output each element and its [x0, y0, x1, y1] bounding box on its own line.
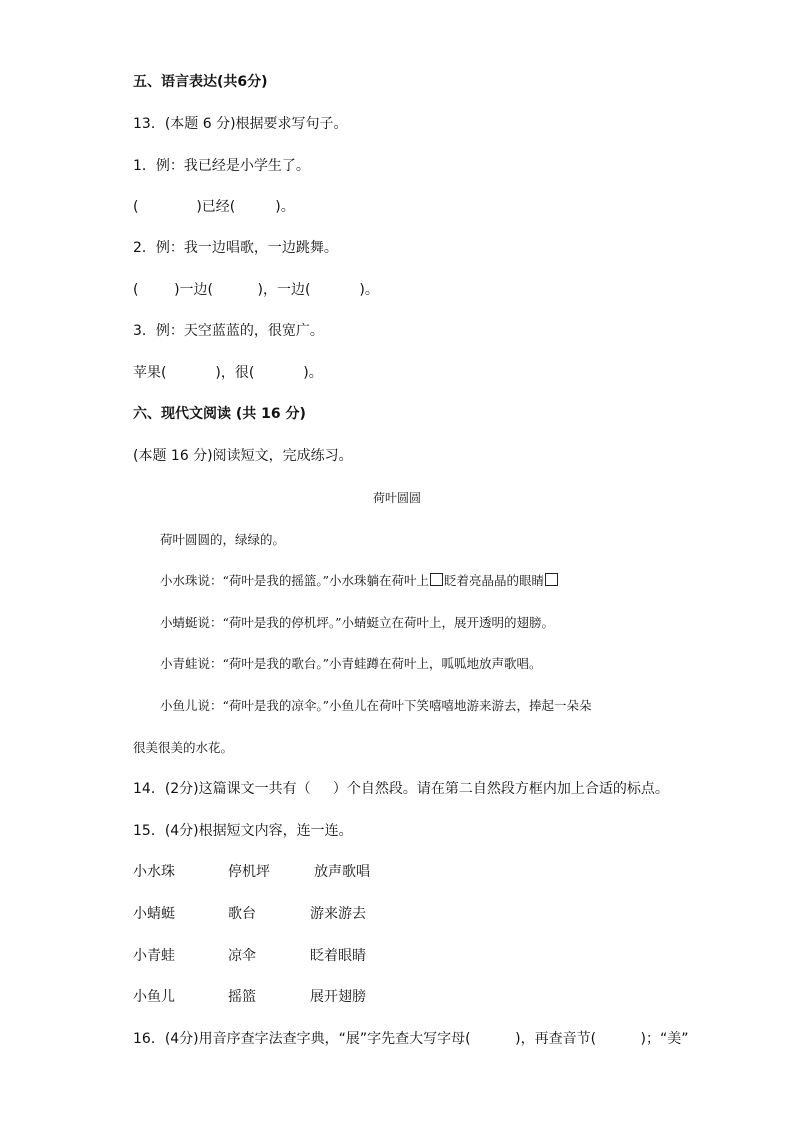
answer-line-2: ( )一边( )，一边( )。 [133, 282, 379, 298]
match-right-2[interactable]: 游来游去 [310, 906, 366, 922]
question-14: 14．(2分)这篇课文一共有（ ）个自然段。请在第二自然段方框内加上合适的标点。 [133, 781, 669, 797]
match-middle-3[interactable]: 凉伞 [228, 948, 256, 964]
passage-paragraph-5: 小鱼儿说：“荷叶是我的凉伞。”小鱼儿在荷叶下笑嘻嘻地游来游去，捧起一朵朵 [160, 698, 592, 713]
match-right-3[interactable]: 眨着眼睛 [310, 948, 366, 964]
match-right-4[interactable]: 展开翅膀 [310, 989, 366, 1005]
example-1: 1．例：我已经是小学生了。 [133, 158, 310, 174]
answer-line-1: ( )已经( )。 [133, 199, 295, 215]
punctuation-box-1[interactable] [430, 573, 443, 586]
match-middle-2[interactable]: 歌台 [228, 906, 256, 922]
punctuation-box-2[interactable] [545, 573, 558, 586]
passage-paragraph-4: 小青蛙说：“荷叶是我的歌台。”小青蛙蹲在荷叶上，呱呱地放声歌唱。 [160, 656, 542, 671]
passage-paragraph-2 [160, 571, 559, 591]
example-3: 3．例：天空蓝蓝的，很宽广。 [133, 323, 324, 339]
passage-paragraph-3: 小蜻蜓说：“荷叶是我的停机坪。”小蜻蜓立在荷叶上，展开透明的翅膀。 [160, 615, 555, 630]
passage-paragraph-1: 荷叶圆圆的，绿绿的。 [160, 532, 286, 547]
match-middle-1[interactable]: 停机坪 [228, 864, 270, 880]
question-15: 15．(4分)根据短文内容，连一连。 [133, 823, 353, 839]
passage-title: 荷叶圆圆 [372, 491, 421, 505]
example-2: 2．例：我一边唱歌，一边跳舞。 [133, 240, 338, 256]
answer-line-3: 苹果( )，很( )。 [133, 365, 323, 381]
section-six-heading: 六、现代文阅读 (共 16 分) [133, 406, 306, 422]
match-middle-4[interactable]: 摇篮 [228, 989, 256, 1005]
paragraph-2-part-2: 眨着亮晶晶的眼睛 [444, 573, 545, 588]
reading-intro: (本题 16 分)阅读短文，完成练习。 [133, 448, 353, 464]
match-left-4[interactable]: 小鱼儿 [133, 989, 175, 1005]
match-left-3[interactable]: 小青蛙 [133, 948, 175, 964]
paragraph-2-part-1: 小水珠说：“荷叶是我的摇篮。”小水珠躺在荷叶上 [160, 573, 430, 588]
match-left-2[interactable]: 小蜻蜓 [133, 906, 175, 922]
question-13: 13．(本题 6 分)根据要求写句子。 [133, 116, 348, 132]
match-right-1[interactable]: 放声歌唱 [314, 864, 370, 880]
question-16: 16．(4分)用音序查字法查字典，“展”字先查大写字母( )，再查音节( )；“美” [133, 1031, 689, 1047]
match-left-1[interactable]: 小水珠 [133, 864, 175, 880]
section-five-heading: 五、语言表达(共6分) [133, 74, 268, 90]
passage-paragraph-5-continued: 很美很美的水花。 [133, 740, 234, 755]
